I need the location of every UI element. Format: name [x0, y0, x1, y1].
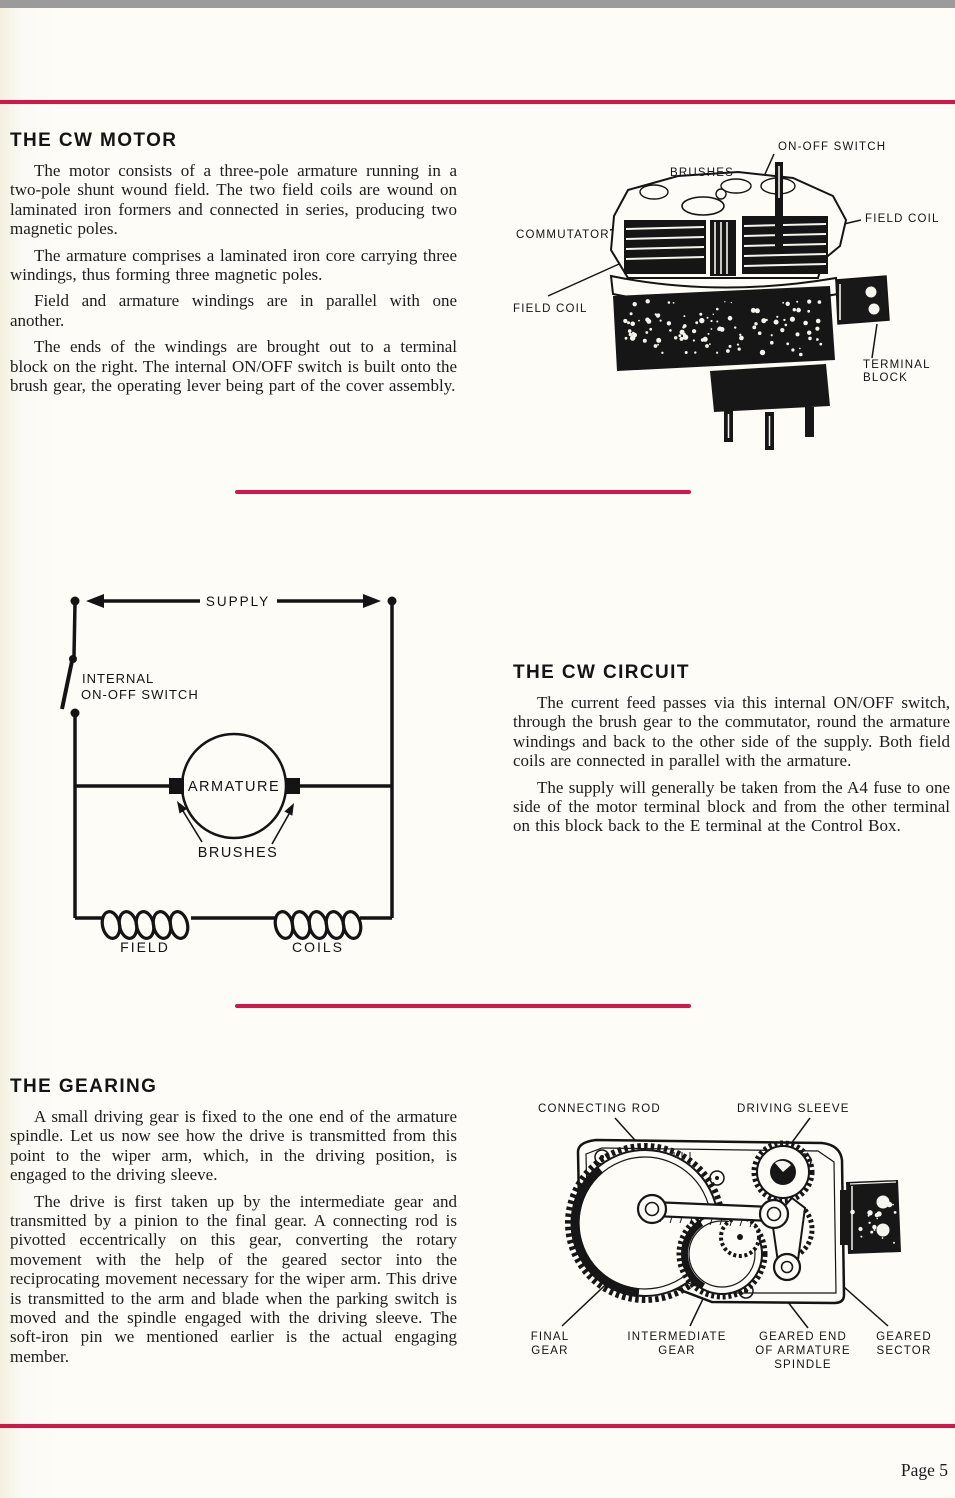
motor-figure — [478, 128, 955, 463]
gearing-label-final-gear: GEAR — [531, 1345, 569, 1357]
circuit-paragraph: The current feed passes via this internal ON/OFF switch, through the brush gear to the commutator, round the armature windings and back to the other side of the supply. Both field coils are connected in parallel with the armature. — [513, 693, 950, 771]
motor-paragraph: The armature comprises a laminated iron core carrying three windings, thus forming three magnetic poles. — [10, 245, 457, 285]
motor-section — [10, 130, 457, 402]
gearing-section — [10, 1076, 457, 1373]
red-divider — [235, 490, 691, 494]
circuit-label-field: FIELD — [120, 939, 170, 955]
circuit-brush-left — [169, 778, 184, 794]
gearing-label-spindle: SPINDLE — [774, 1359, 832, 1371]
circuit-section — [513, 662, 950, 843]
red-divider — [235, 1004, 691, 1008]
gearing-label-final: FINAL — [530, 1331, 570, 1343]
motor-armature-assembly — [611, 162, 846, 278]
motor-heading: THE CW MOTOR — [10, 130, 178, 151]
circuit-figure — [40, 570, 460, 970]
gearing-heading: THE GEARING — [10, 1076, 158, 1097]
circuit-label-coils: COILS — [291, 939, 345, 955]
motor-label-field-coil-right: FIELD COIL — [865, 213, 940, 225]
gearing-label-connecting-rod: CONNECTING ROD — [538, 1103, 661, 1115]
page-number: Page 5 — [900, 1460, 948, 1480]
motor-label-commutator: COMMUTATOR — [516, 229, 610, 241]
gearing-label-driving-sleeve: DRIVING SLEEVE — [737, 1103, 850, 1115]
gearing-paragraph: The drive is first taken up by the intermediate gear and transmitted by a pinion to the final gear. A connecting rod is pivotted eccentrically on this gear, converting the rotary movement with the help of the geared sector into the reciprocating movement necessary for the wiper arm. This drive is transmitted to the arm and blade when the parking switch is moved and the spindle engaged with the driving sleeve. The soft-iron pin we mentioned earlier is the actual engaging member. — [10, 1191, 457, 1366]
top-red-rule — [0, 100, 955, 104]
circuit-brush-right — [285, 778, 300, 794]
motor-paragraph: Field and armature windings are in parallel with one another. — [10, 291, 457, 330]
circuit-label-supply: SUPPLY — [205, 594, 271, 609]
scan-top-edge — [0, 0, 955, 8]
circuit-label-internal: INTERNAL — [82, 671, 155, 686]
gearing-label-intermediate: INTERMEDIATE — [627, 1331, 727, 1343]
gearing-label-geared-end: GEARED END — [758, 1331, 848, 1343]
motor-base-bracket — [710, 364, 830, 450]
supply-arrow-left — [86, 594, 104, 608]
gearing-label-intermediate-gear: GEAR — [658, 1345, 696, 1357]
gearing-paragraph: A small driving gear is fixed to the one end of the armature spindle. Let us now see how the drive is transmitted from this point to the wiper arm, which, in the driving position, is engaged to the driving sleeve. — [10, 1107, 457, 1185]
motor-label-field-coil-left: FIELD COIL — [513, 303, 588, 315]
bottom-red-rule — [0, 1424, 955, 1428]
circuit-label-armature: ARMATURE — [187, 779, 281, 795]
gearing-label-sector: SECTOR — [876, 1345, 932, 1357]
motor-terminal-block — [836, 276, 889, 324]
circuit-switch-blade — [62, 661, 72, 709]
field-coil-symbols — [100, 910, 363, 940]
circuit-heading: THE CW CIRCUIT — [513, 662, 690, 683]
gearing-figure — [500, 1090, 955, 1390]
circuit-label-on-off-switch: ON-OFF SWITCH — [81, 687, 199, 702]
motor-label-terminal-block-line2: BLOCK — [863, 372, 908, 384]
motor-paragraph: The motor consists of a three-pole armature running in a two-pole shunt wound field. The two field coils are wound on laminated iron formers and connected in series, producing two magnetic poles. — [10, 161, 457, 239]
gearing-label-geared: GEARED — [876, 1331, 932, 1343]
armature-spindle-gear — [721, 1218, 759, 1256]
motor-label-brushes: BRUSHES — [670, 167, 734, 179]
circuit-label-brushes: BRUSHES — [197, 845, 279, 861]
circuit-paragraph: The supply will generally be taken from the A4 fuse to one side of the motor terminal block and from the other terminal on this block back to the E terminal at the Control Box. — [513, 777, 950, 836]
gearing-label-of-armature: OF ARMATURE — [755, 1345, 851, 1357]
supply-arrow-right — [363, 594, 381, 608]
motor-label-on-off-switch: ON-OFF SWITCH — [778, 141, 887, 153]
motor-paragraph: The ends of the windings are brought out to a terminal block on the right. The internal ON/OFF switch is built onto the brush gear, the operating lever being part of the cover assembly. — [10, 337, 457, 396]
motor-label-terminal-block-line1: TERMINAL — [863, 359, 931, 371]
gearbox-side-block — [840, 1180, 901, 1254]
motor-housing — [613, 286, 835, 371]
